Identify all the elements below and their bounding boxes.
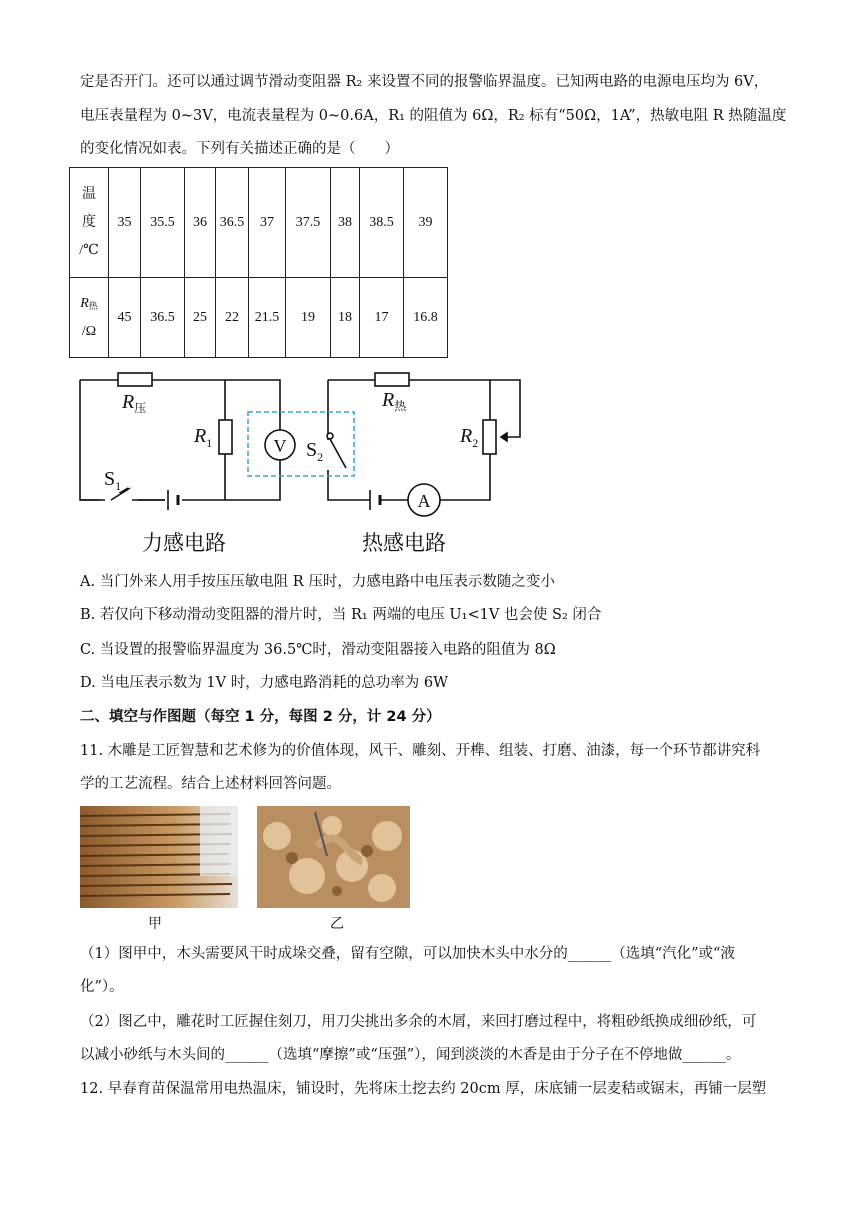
table-cell: 17 bbox=[360, 278, 404, 358]
label-s2: $S_2$ bbox=[306, 439, 324, 464]
photo-wood-carving bbox=[257, 806, 410, 908]
intro-line-3: 的变化情况如表。下列有关描述正确的是（ ） bbox=[80, 141, 399, 157]
q11-part-2-line-1: （2）图乙中，雕花时工匠握住刻刀，用刀尖挑出多余的木屑，来回打磨过程中，将粗砂纸换成细砂纸，可 bbox=[80, 1014, 757, 1030]
circuit-diagram bbox=[70, 360, 530, 560]
label-r2: $R_2$ bbox=[460, 425, 479, 450]
dashed-control-box bbox=[248, 412, 354, 476]
q11-line-2: 学的工艺流程。结合上述材料回答问题。 bbox=[80, 776, 341, 792]
caption-yi: 乙 bbox=[330, 916, 344, 932]
q11-part-1-line-1: （1）图甲中，木头需要风干时成垛交叠，留有空隙，可以加快木头中水分的______（选填“汽化”或“液 bbox=[80, 946, 735, 962]
table-cell: 38.5 bbox=[360, 168, 404, 278]
q11-part-2-line-2: 以减小砂纸与木头间的______（选填“摩擦”或“压强”），闻到淡淡的木香是由于分子在不停地做______。 bbox=[80, 1047, 741, 1063]
label-r1: $R_1$ bbox=[194, 425, 213, 450]
table-cell: 35 bbox=[109, 168, 141, 278]
table-cell: 37 bbox=[249, 168, 286, 278]
option-a: A. 当门外来人用手按压压敏电阻 R 压时，力感电路中电压表示数随之变小 bbox=[80, 574, 555, 590]
s2-switch-contact bbox=[327, 433, 333, 439]
table-cell: 35.5 bbox=[141, 168, 185, 278]
rheostat-slider-arrow bbox=[501, 433, 507, 441]
table-cell: 45 bbox=[109, 278, 141, 358]
table-cell: 18 bbox=[331, 278, 360, 358]
table-cell: 22 bbox=[216, 278, 249, 358]
label-r-press: $R_压$ bbox=[122, 391, 147, 415]
option-d: D. 当电压表示数为 1V 时，力感电路消耗的总功率为 6W bbox=[80, 675, 448, 691]
table-cell: 37.5 bbox=[286, 168, 331, 278]
table-cell: 36.5 bbox=[216, 168, 249, 278]
r-press-resistor bbox=[118, 373, 152, 386]
section-2-heading: 二、填空与作图题（每空 1 分，每图 2 分，计 24 分） bbox=[80, 709, 441, 725]
row-label-temperature: 温 度 /℃ bbox=[70, 168, 109, 278]
table-cell: 25 bbox=[185, 278, 216, 358]
table-cell: 36.5 bbox=[141, 278, 185, 358]
option-b: B. 若仅向下移动滑动变阻器的滑片时，当 R₁ 两端的电压 U₁<1V 也会使 S₂ 闭合 bbox=[80, 607, 602, 623]
option-c: C. 当设置的报警临界温度为 36.5℃时，滑动变阻器接入电路的阻值为 8Ω bbox=[80, 642, 556, 658]
table-cell: 19 bbox=[286, 278, 331, 358]
label-s1: $S_1$ bbox=[104, 468, 122, 493]
row-label-resistance: $R_热$ /Ω bbox=[70, 278, 109, 358]
intro-line-1: 定是否开门。还可以通过调节滑动变阻器 R₂ 来设置不同的报警临界温度。已知两电路的电源电压均为 6V， bbox=[80, 74, 769, 90]
table-cell: 38 bbox=[331, 168, 360, 278]
r-heat-resistor bbox=[375, 373, 409, 386]
label-r-heat: $R_热$ bbox=[382, 389, 407, 413]
table-cell: 39 bbox=[404, 168, 448, 278]
q12-line-1: 12. 早春育苗保温常用电热温床，铺设时，先将床土挖去约 20cm 厚，床底铺一层麦秸或锯末，再铺一层塑 bbox=[80, 1081, 767, 1097]
voltmeter-label: V bbox=[273, 436, 287, 456]
table-cell: 16.8 bbox=[404, 278, 448, 358]
r2-rheostat bbox=[483, 420, 496, 454]
table-cell: 36 bbox=[185, 168, 216, 278]
photo-stacked-wood bbox=[80, 806, 238, 908]
q11-part-1-line-2: 化”）。 bbox=[80, 979, 124, 995]
intro-line-2: 电压表量程为 0~3V，电流表量程为 0~0.6A，R₁ 的阻值为 6Ω，R₂ 标有“50Ω，1A”，热敏电阻 R 热随温度 bbox=[80, 108, 787, 124]
caption-force-circuit: 力感电路 bbox=[142, 531, 226, 555]
r1-resistor bbox=[219, 420, 232, 454]
temperature-resistance-table bbox=[69, 167, 448, 358]
caption-jia: 甲 bbox=[148, 916, 162, 932]
table-row bbox=[70, 168, 448, 278]
ammeter-label: A bbox=[417, 491, 431, 511]
table-row bbox=[70, 278, 448, 358]
q11-line-1: 11. 木雕是工匠智慧和艺术修为的价值体现，风干、雕刻、开榫、组装、打磨、油漆，每一个环节都讲究科 bbox=[80, 743, 761, 759]
caption-heat-circuit: 热感电路 bbox=[362, 531, 446, 555]
table-cell: 21.5 bbox=[249, 278, 286, 358]
s2-switch-blade bbox=[330, 439, 346, 468]
